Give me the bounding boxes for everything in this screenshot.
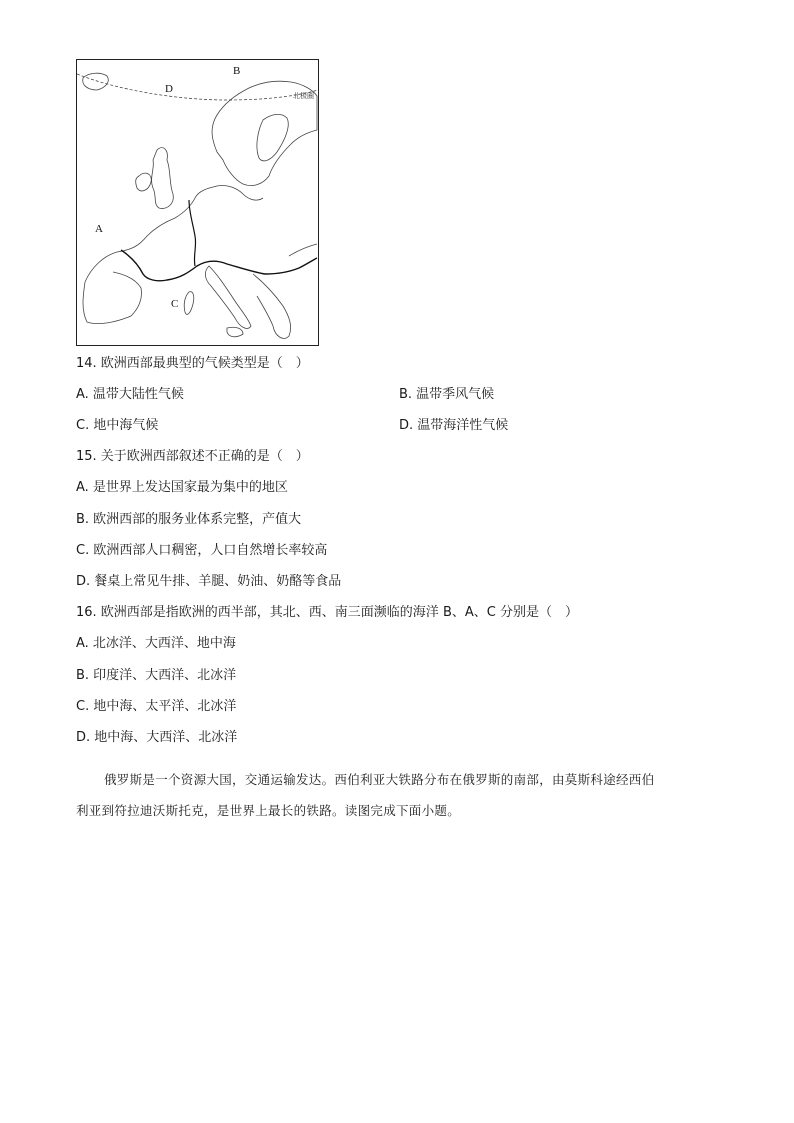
- label-A: A: [95, 223, 103, 235]
- q16-option-b: B. 印度洋、大西洋、北冰洋: [76, 668, 237, 683]
- map-svg: [77, 60, 318, 345]
- label-D: D: [165, 83, 173, 95]
- iberia-outline: [83, 272, 142, 324]
- region-border-east: [189, 200, 196, 266]
- q15-option-c: C. 欧洲西部人口稠密，人口自然增长率较高: [76, 543, 328, 558]
- q14-option-c: C. 地中海气候: [76, 418, 159, 433]
- europe-map: [76, 59, 319, 346]
- q16-option-c: C. 地中海、太平洋、北冰洋: [76, 699, 237, 714]
- balkans-outline: [253, 274, 291, 338]
- q15-option-a: A. 是世界上发达国家最为集中的地区: [76, 480, 288, 495]
- region-border: [121, 250, 317, 281]
- passage-line-1: 俄罗斯是一个资源大国，交通运输发达。西伯利亚大铁路分布在俄罗斯的南部，由莫斯科途经西伯: [104, 772, 655, 787]
- q16-option-a: A. 北冰洋、大西洋、地中海: [76, 636, 236, 651]
- arctic-circle-label: 北极圈: [293, 93, 314, 100]
- gulf-of-bothnia: [257, 114, 288, 161]
- arctic-circle-line: [77, 74, 318, 100]
- question-16-stem: 16. 欧洲西部是指欧洲的西半部，其北、西、南三面濒临的海洋 B、A、C 分别是（ ）: [76, 605, 578, 620]
- great-britain-outline: [152, 148, 174, 209]
- q16-option-d: D. 地中海、大西洋、北冰洋: [76, 730, 238, 745]
- question-14-stem: 14. 欧洲西部最典型的气候类型是（ ）: [76, 356, 309, 371]
- passage-line-2: 利亚到符拉迪沃斯托克，是世界上最长的铁路。读图完成下面小题。: [76, 803, 461, 818]
- iceland-outline: [83, 73, 109, 90]
- corsica-sardinia: [184, 292, 194, 315]
- sicily: [227, 327, 243, 337]
- label-C: C: [171, 298, 179, 310]
- q14-option-a: A. 温带大陆性气候: [76, 387, 184, 402]
- q14-option-b: B. 温带季风气候: [399, 387, 495, 402]
- q14-option-d: D. 温带海洋性气候: [399, 418, 509, 433]
- q15-option-d: D. 餐桌上常见牛排、羊腿、奶油、奶酪等食品: [76, 574, 342, 589]
- east-coast: [289, 244, 317, 256]
- question-15-stem: 15. 关于欧洲西部叙述不正确的是（ ）: [76, 449, 309, 464]
- italy-outline: [205, 266, 251, 328]
- q15-option-b: B. 欧洲西部的服务业体系完整，产值大: [76, 512, 302, 527]
- ireland-outline: [136, 173, 152, 191]
- label-B: B: [233, 65, 241, 77]
- mainland-coast: [85, 185, 263, 282]
